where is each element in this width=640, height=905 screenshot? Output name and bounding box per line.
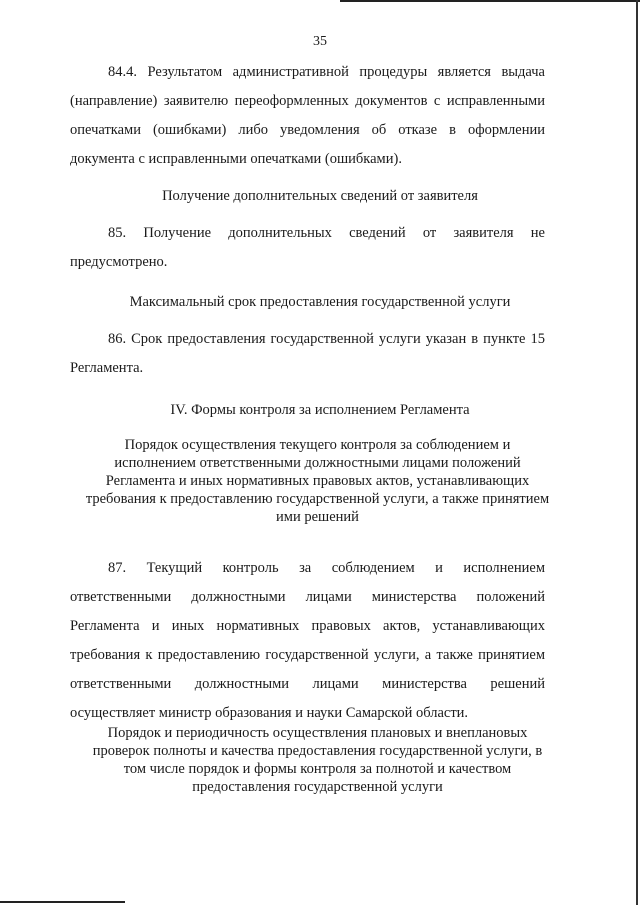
heading-line: Регламента и иных нормативных правовых актов, устанавливающих: [105, 473, 530, 489]
bottom-scan-rule: [0, 901, 125, 903]
paragraph-line: (направление) заявителю переоформленных документов с исправленными: [70, 93, 545, 109]
heading-periodicity: [70, 724, 565, 796]
heading-max-term: Максимальный срок предоставления государственной услуги: [129, 294, 511, 310]
paragraph-87: [70, 554, 545, 728]
paragraph-line: документа с исправленными опечатками (ошибками).: [70, 151, 402, 167]
heading-additional-info: Получение дополнительных сведений от заявителя: [162, 188, 478, 204]
paragraph-line: ответственными должностными лицами министерства положений: [70, 589, 545, 605]
heading-line: предоставления государственной услуги: [192, 779, 443, 795]
paragraph-line: 87. Текущий контроль за соблюдением и исполнением: [108, 560, 545, 576]
top-scan-rule: [340, 0, 640, 2]
paragraph-line: опечатками (ошибками) либо уведомления об отказе в оформлении: [70, 122, 545, 138]
heading-line: Порядок осуществления текущего контроля за соблюдением и: [124, 437, 511, 453]
right-scan-edge: [636, 0, 638, 905]
paragraph-86: [70, 325, 545, 383]
paragraph-line: Регламента.: [70, 360, 144, 376]
heading-line: том числе порядок и формы контроля за полнотой и качеством: [123, 761, 512, 777]
paragraph-line: требования к предоставлению государственной услуги, а также принятием: [70, 647, 545, 663]
heading-line: Порядок и периодичность осуществления плановых и внеплановых: [107, 725, 528, 741]
paragraph-line: 84.4. Результатом административной процедуры является выдача: [108, 64, 545, 80]
heading-section-iv: IV. Формы контроля за исполнением Регламента: [170, 402, 470, 418]
heading-line: исполнением ответственными должностными лицами положений: [114, 455, 521, 471]
paragraph-line: 85. Получение дополнительных сведений от заявителя не: [108, 225, 545, 241]
paragraph-line: Регламента и иных нормативных правовых актов, устанавливающих: [70, 618, 545, 634]
paragraph-line: предусмотрено.: [70, 254, 168, 270]
paragraph-line: 86. Срок предоставления государственной услуги указан в пункте 15: [108, 331, 545, 347]
paragraph-84-4: [70, 58, 545, 174]
heading-current-control: [70, 436, 565, 526]
paragraph-line: осуществляет министр образования и науки Самарской области.: [70, 705, 469, 721]
paragraph-line: ответственными должностными лицами министерства решений: [70, 676, 545, 692]
paragraph-85: [70, 219, 545, 277]
heading-line: проверок полноты и качества предоставления государственной услуги, в: [92, 743, 543, 759]
page-number: 35: [313, 34, 327, 49]
heading-line: ими решений: [276, 509, 359, 525]
heading-line: требования к предоставлению государственной услуги, а также принятием: [85, 491, 550, 507]
